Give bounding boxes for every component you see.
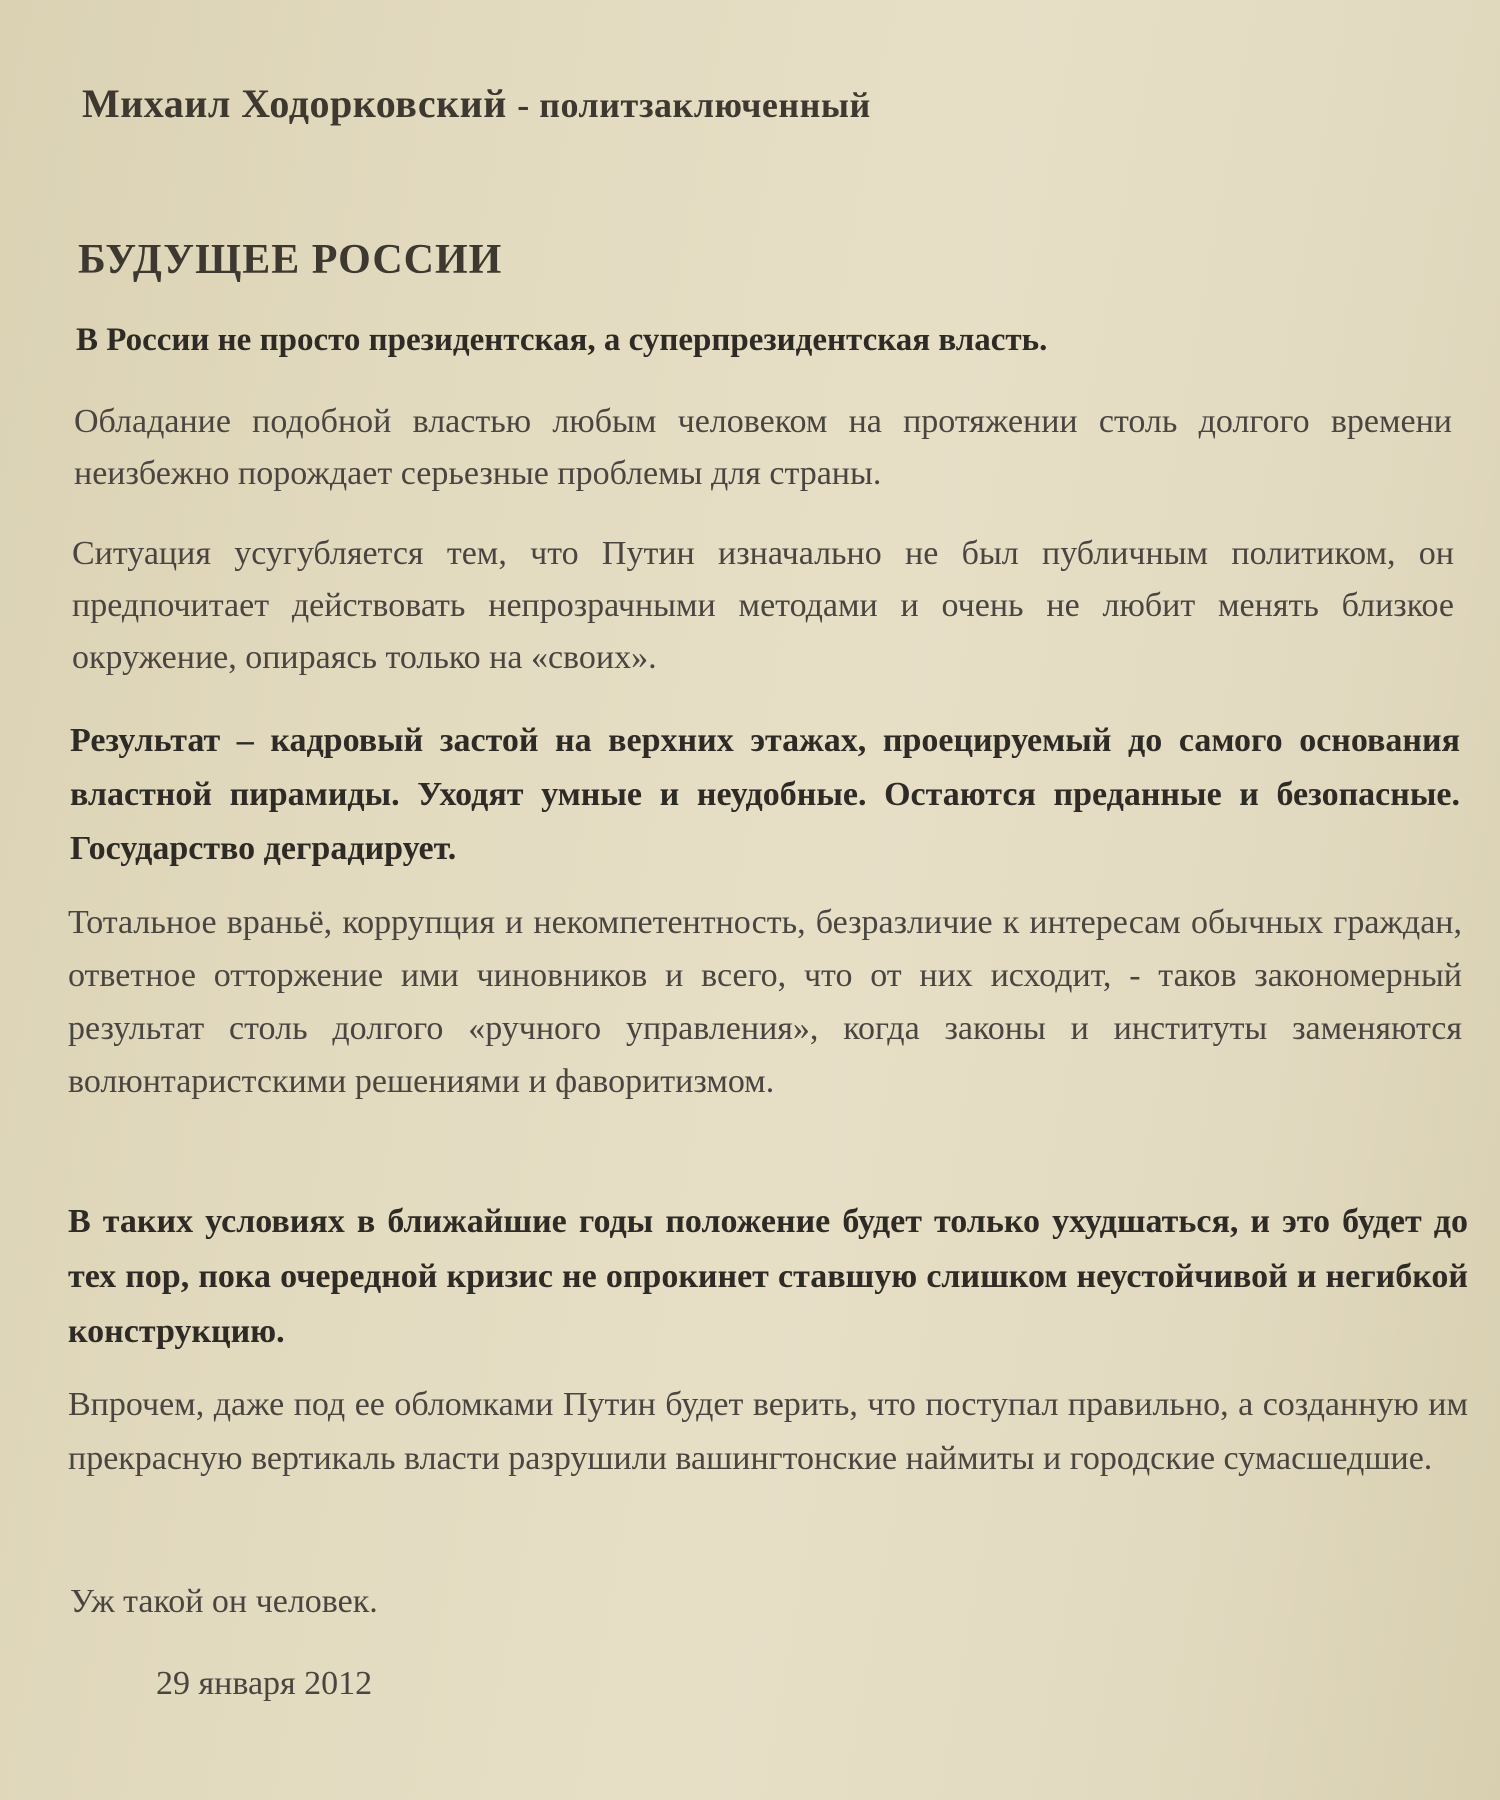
paragraph-3: Ситуация усугубляется тем, что Путин изначально не был публичным политиком, он предпочитает действовать непрозрачными методами и очень не любит менять близкое окружение, опираясь только на «своих».	[72, 535, 1454, 676]
paragraph-7: Впрочем, даже под ее обломками Путин будет верить, что поступал правильно, а созданную им прекрасную вертикаль власти разрушили вашингтонские наймиты и городские сумасшедшие.	[68, 1386, 1468, 1477]
paragraph-6: В таких условиях в ближайшие годы положение будет только ухудшаться, и это будет до тех пор, пока очередной кризис не опрокинет ставшую слишком неустойчивой и негибкой конструкцию.	[68, 1203, 1468, 1350]
paragraph-2: Обладание подобной властью любым человеком на протяжении столь долгого времени неизбежно порождает серьезные проблемы для страны.	[74, 403, 1452, 492]
document-date: 29 января 2012	[156, 1665, 373, 1702]
paragraph-8: Уж такой он человек.	[70, 1583, 378, 1620]
document-heading: БУДУЩЕЕ РОССИИ	[78, 237, 503, 283]
author-line	[82, 80, 871, 127]
author-name: Михаил Ходорковский	[82, 81, 507, 126]
author-role: - политзаключенный	[517, 85, 871, 125]
paragraph-1: В России не просто президентская, а суперпрезидентская власть.	[76, 322, 1048, 358]
paragraph-4: Результат – кадровый застой на верхних этажах, проецируемый до самого основания властной пирамиды. Уходят умные и неудобные. Остаются преданные и безопасные. Государство деградирует.	[70, 722, 1460, 867]
paragraph-5: Тотальное враньё, коррупция и некомпетентность, безразличие к интересам обычных граждан, ответное отторжение ими чиновников и всего, что от них исходит, - таков закономерный результат столь долгого «ручного управления», когда законы и институты заменяются волюнтаристскими решениями и фаворитизмом.	[68, 904, 1462, 1100]
